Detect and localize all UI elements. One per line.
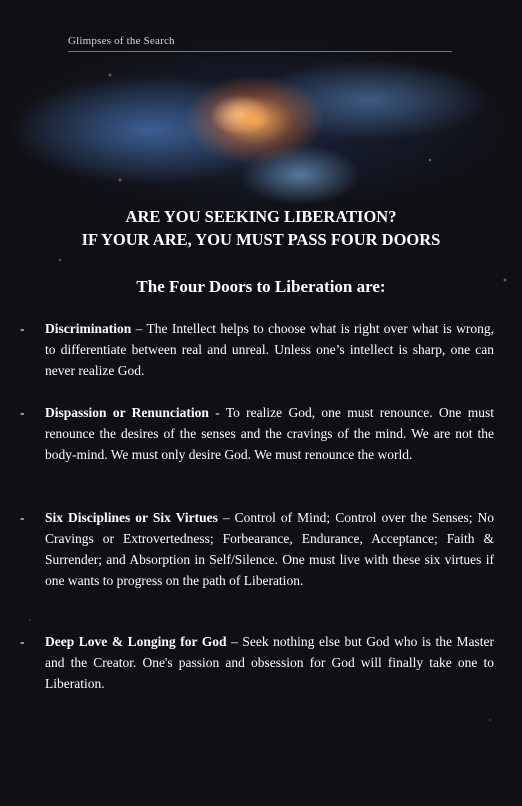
list-item-text — [45, 318, 494, 381]
door-description: Seek nothing else but God who is the Master and the Creator. One's passion and obsession for God will finally take one to Liberation. — [45, 634, 494, 691]
list-item-text — [45, 402, 494, 465]
door-name: Six Disciplines or Six Virtues — [45, 510, 218, 525]
door-name: Dispassion or Renunciation — [45, 405, 209, 420]
door-separator: - — [208, 405, 226, 420]
headline-line-1: ARE YOU SEEKING LIBERATION? — [125, 207, 397, 226]
door-description: The Intellect helps to choose what is right over what is wrong, to differentiate between real and unreal. Unless one’s intellect is sharp, one can never realize God. — [45, 321, 494, 378]
bullet-dash: - — [20, 321, 25, 336]
list-item-text — [45, 631, 494, 694]
bullet-dash: - — [20, 634, 25, 649]
running-header: Glimpses of the Search — [68, 35, 452, 52]
list-item-text — [45, 507, 494, 591]
door-description: Control of Mind; Control over the Senses; No Cravings or Extrovertedness; Forbearance, Endurance, Acceptance; Faith & Surrender; and Absorption in Self/Silence. One must live with these six virtues if one wants to progress on the path of Liberation. — [45, 510, 495, 588]
headline — [0, 205, 522, 251]
door-description: To realize God, one must renounce. One must renounce the desires of the senses and the cravings of the mind. We are not the body-mind. We must only desire God. We must renounce the world. — [45, 405, 494, 462]
section-subtitle: The Four Doors to Liberation are: — [136, 277, 386, 296]
door-separator: – — [131, 321, 147, 336]
door-name: Deep Love & Longing for God — [45, 634, 227, 649]
door-name: Discrimination — [45, 321, 132, 336]
bullet-dash: - — [20, 510, 25, 525]
door-separator: – — [217, 510, 235, 525]
bullet-dash: - — [20, 405, 25, 420]
headline-line-2: IF YOUR ARE, YOU MUST PASS FOUR DOORS — [81, 230, 441, 249]
door-separator: – — [226, 634, 243, 649]
